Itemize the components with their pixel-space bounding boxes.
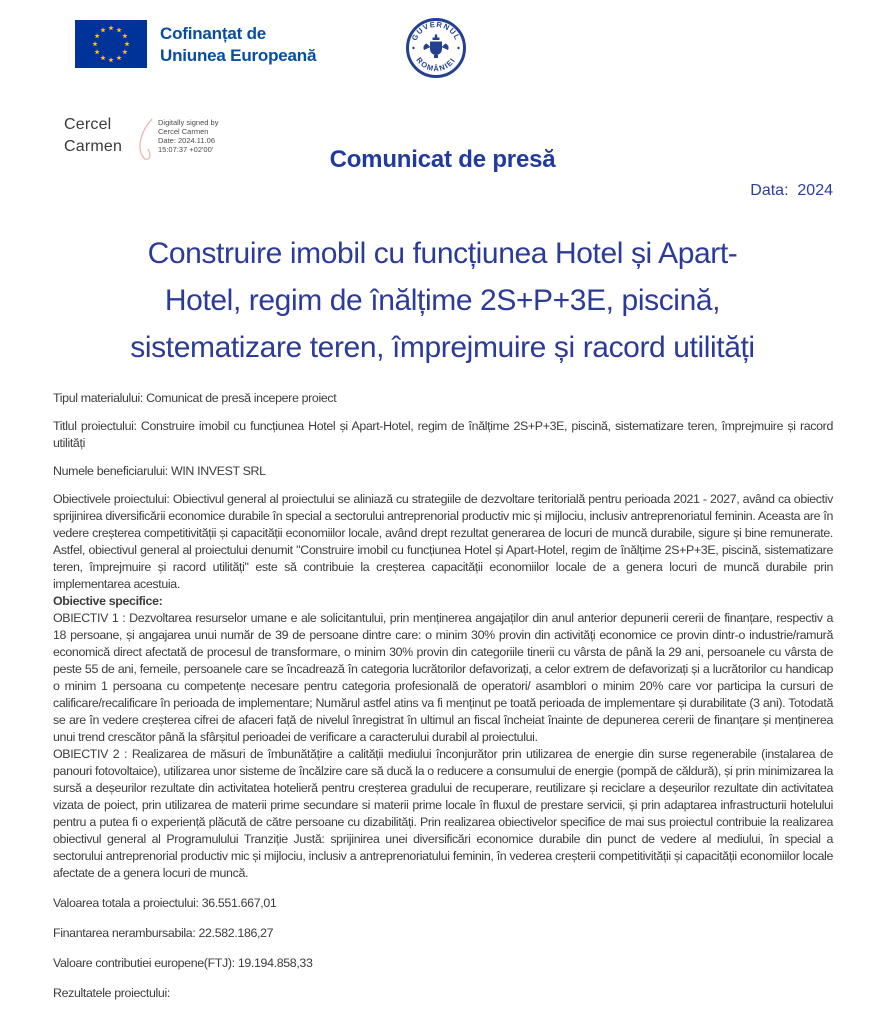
svg-text:GUVERNUL: GUVERNUL bbox=[409, 19, 463, 43]
specific-objectives-heading: Obiective specifice: bbox=[53, 594, 163, 608]
eu-cofunded-label-line2: Uniunea Europeană bbox=[160, 46, 317, 65]
eu-flag-icon bbox=[75, 20, 147, 68]
eu-cofunded-label-line1: Cofinanțat de bbox=[160, 24, 267, 43]
field-objective-2: OBIECTIV 2 : Realizarea de măsuri de îmbunătățire a calității mediului înconjurător prin utilizarea de energie din surse regenerabile (instalarea de panouri fotovoltaice), utilizarea unor sisteme de încălzire care să ducă la o reducere a consumului de energie (pompă de căldură), și prin minimizarea la sursă a deșeurilor rezultate din activitatea hotelieră pentru creșterea gradului de recuperare, reutilizare și reciclare a deșeurilor rezultate din activitatea vizata de poiect, prin utilizarea de materii prime secundare si materii prime locale în fluxul de prestare servicii, și prin adaptarea infrastructurii hotelului pentru a putea fi o experiență plăcută de către persoane cu dizabilități. Prin realizarea obiectivelor specifice de mai sus proiectul contribuie la realizarea obiectivul general al Programulului Tranziție Justă: sprijinirea unei diversificări economice durabile din punct de vedere al mediului, în special a sectorului antreprenorial productiv mic și mijlociu, inclusiv a antreprenoriatului feminin, în vederea creșterii competitivității și capacității economiilor locale afectate de a genera locuri de muncă. bbox=[53, 747, 833, 880]
project-headline-line1: Construire imobil cu funcțiunea Hotel și Apart- bbox=[147, 237, 738, 270]
field-eu-contribution: Valoare contributiei europene(FTJ): 19.194.858,33 bbox=[53, 956, 313, 970]
field-results-heading: Rezultatele proiectului: bbox=[53, 986, 170, 1000]
project-headline-line2: Hotel, regim de înălțime 2S+P+3E, piscină, bbox=[164, 284, 721, 317]
field-beneficiary: Numele beneficiarului: WIN INVEST SRL bbox=[53, 464, 266, 478]
project-headline bbox=[28, 230, 857, 371]
field-material-type: Tipul materialului: Comunicat de presă incepere proiect bbox=[53, 391, 337, 405]
eu-cofunded-logo bbox=[75, 20, 316, 68]
signature-details-line2: Cercel Carmen bbox=[158, 127, 209, 136]
coat-of-arms-icon bbox=[423, 35, 448, 59]
project-headline-line3: sistematizare teren, împrejmuire și racord utilități bbox=[130, 331, 755, 364]
signature-details-line1: Digitally signed by bbox=[158, 118, 219, 127]
document-body bbox=[53, 390, 833, 1002]
document-title: Comunicat de presă bbox=[329, 146, 556, 173]
field-objectives: Obiectivele proiectului: Obiectivul general al proiectului se aliniază cu strategiile de dezvoltare teritorială pentru perioada 2021 - 2027, având ca obiectiv sprijinirea diversificării economice durabile în special a sectorului antreprenorial productiv mic și mijlociu, inclusiv antreprenoriatul feminin. Aceasta are în vedere creșterea competitivității și capacității economiilor locale, având drept rezultat generarea de locuri de muncă durabile, sigure și bine remunerate. Astfel, obiectivul general al proiectului denumit "Construire imobil cu funcțiunea Hotel și Apart-Hotel, regim de înălțime 2S+P+3E, piscină, sistematizare teren, împrejmuire și racord utilități" este să contribuie la creșterea capacității economiilor locale de a genera locuri de muncă durabile prin implementarea acestuia. bbox=[53, 492, 833, 591]
field-project-title: Titlul proiectului: Construire imobil cu funcțiunea Hotel și Apart-Hotel, regim de înălțime 2S+P+3E, piscină, sistematizare teren, împrejmuire și racord utilități bbox=[53, 419, 833, 450]
signature-details-line4: 15:07:37 +02'00' bbox=[158, 145, 214, 154]
romanian-government-seal-icon bbox=[404, 16, 468, 80]
signature-details-line3: Date: 2024.11.06 bbox=[158, 136, 215, 145]
svg-text:ROMÂNIEI: ROMÂNIEI bbox=[414, 55, 458, 74]
field-objective-1: OBIECTIV 1 : Dezvoltarea resurselor umane e ale solicitantului, prin menținerea angajaților din anul anterior depunerii cererii de finanțare, respectiv a 18 persoane, și angajarea unui număr de 39 de persoane dintre care: o minim 30% provin din activități economice ce provin dintr-o industrie/ramură economică direct afectată de procesul de transformare, o minim 30% provin din categoriile tinerii cu vârsta de până la 29 ani, persoanele cu vârsta de peste 55 de ani, femeile, persoanele care se încadrează în categoria lucrătorilor defavorizați, a celor extrem de defavorizați și a lucrătorilor cu handicap o minim 1 persoana cu competențe necesare pentru categoria profesională de operatori/ asamblori o minim 20% care vor participa la cursuri de calificare/recalificare în perioada de implementare; Numărul astfel atins va fi menținut pe toată perioada de implementare și durabilitate (3 ani). Totodată se are în vedere creșterea cifrei de afaceri față de nivelul înregistrat în ultimul an fiscal încheiat înainte de depunerea cererii de finanțare și menținerea unui trend crescător până la sfârșitul perioadei de verificare a caracterului durabil al proiectului. bbox=[53, 611, 833, 744]
eu-cofunded-label bbox=[160, 20, 316, 67]
signatory-name-line2: Carmen bbox=[64, 138, 123, 155]
document-date: Data: 2024 bbox=[750, 182, 833, 199]
field-grant-value: Finantarea nerambursabila: 22.582.186,27 bbox=[53, 926, 274, 940]
field-total-value: Valoarea totala a proiectului: 36.551.667,01 bbox=[53, 896, 277, 910]
signatory-name-line1: Cercel bbox=[64, 116, 112, 133]
